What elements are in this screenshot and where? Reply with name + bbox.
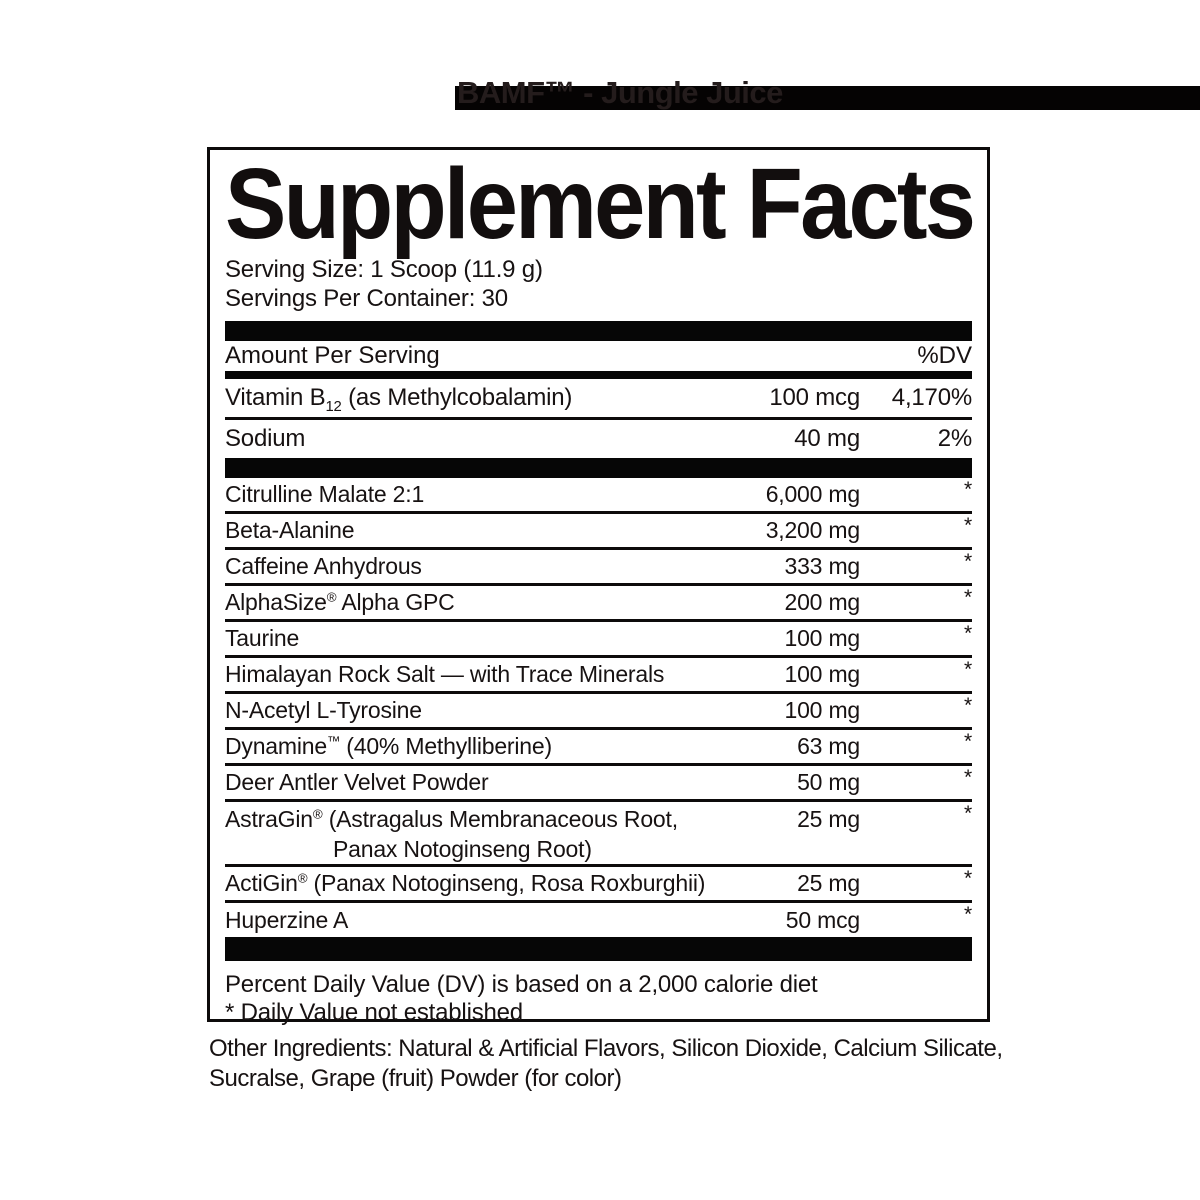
nutrient-row [225,379,972,420]
divider-bar-top [225,321,972,341]
ingredient-name: Beta-Alanine [225,517,355,543]
ingredient-dv-asterisk: * [964,658,972,681]
ingredient-amount: 50 mcg [785,906,860,933]
ingredient-amount: 333 mg [784,553,860,579]
ingredient-amount: 63 mg [797,733,860,759]
ingredient-dv-asterisk: * [964,478,972,501]
ingredient-row [225,867,972,903]
ingredient-amount: 50 mg [797,769,860,795]
nutrient-amount: 100 mcg [769,384,860,411]
ingredient-amount: 100 mg [784,697,860,723]
other-ingredients-line2: Sucralse, Grape (fruit) Powder (for color) [209,1065,622,1092]
asterisk-footnote: * Daily Value not established [225,999,523,1026]
ingredient-dv-asterisk: * [964,550,972,573]
ingredient-name: Taurine [225,625,300,651]
ingredient-row [225,730,972,766]
ingredient-dv-asterisk: * [964,903,972,926]
ingredient-name: Dynamine™ (40% Methylliberine) [225,733,552,759]
ingredient-dv-asterisk: * [964,514,972,537]
divider-bar-blend [225,458,972,478]
divider-bar-mid [225,371,972,379]
ingredient-rows [225,478,972,937]
ingredient-dv-asterisk: * [964,586,972,609]
ingredient-name: AlphaSize® Alpha GPC [225,589,455,615]
ingredient-name: AstraGin® (Astragalus Membranaceous Root, Panax Notoginseng Root) [225,802,710,863]
ingredient-name: Citrulline Malate 2:1 [225,481,425,507]
column-header-row [225,341,972,371]
dv-footnote: Percent Daily Value (DV) is based on a 2,000 calorie diet [225,971,818,998]
ingredient-row [225,766,972,802]
ingredient-row [225,586,972,622]
ingredient-amount: 25 mg [797,870,860,896]
nutrient-row [225,420,972,458]
amount-per-serving-header: Amount Per Serving [225,342,440,369]
ingredient-amount: 6,000 mg [765,481,860,507]
ingredient-row [225,658,972,694]
nutrient-amount: 40 mg [794,425,860,452]
ingredient-dv-asterisk: * [964,867,972,890]
ingredient-amount: 100 mg [784,661,860,687]
ingredient-dv-asterisk: * [964,766,972,789]
ingredient-name: ActiGin® (Panax Notoginseng, Rosa Roxburghii) [225,870,706,896]
ingredient-amount: 200 mg [784,589,860,615]
ingredient-name: Caffeine Anhydrous [225,553,422,579]
ingredient-row [225,514,972,550]
ingredient-amount: 3,200 mg [765,517,860,543]
nutrient-name: Vitamin $B_{12}$ (as Methylcobalamin) [225,384,573,415]
servings-per-container: Servings Per Container: 30 [225,285,508,312]
ingredient-dv-asterisk: * [964,802,972,825]
other-ingredients-line1: Other Ingredients: Natural & Artificial Flavors, Silicon Dioxide, Calcium Silicate, [209,1035,1003,1062]
ingredient-name: Huperzine A [225,906,349,933]
supplement-facts-panel [207,147,990,1026]
ingredient-row [225,622,972,658]
ingredient-dv-asterisk: * [964,730,972,753]
supplement-facts-title: Supplement Facts [225,148,974,260]
ingredient-name-line2: Panax Notoginseng Root) [333,836,592,862]
ingredient-name: N-Acetyl L-Tyrosine [225,697,422,723]
nutrient-dv: 4,170% [891,384,972,411]
ingredient-dv-asterisk: * [964,622,972,645]
dv-header: %DV [917,342,972,369]
ingredient-amount: 25 mg [797,806,860,832]
ingredient-amount: 100 mg [784,625,860,651]
ingredient-name: Deer Antler Velvet Powder [225,769,489,795]
nutrient-name: Sodium [225,425,306,452]
ingredient-row [225,802,972,867]
serving-size: Serving Size: 1 Scoop (11.9 g) [225,256,543,283]
ingredient-row [225,478,972,514]
ingredient-dv-asterisk: * [964,694,972,717]
ingredient-row [225,694,972,730]
ingredient-row [225,550,972,586]
product-flavor-title: BAMF™ - Jungle Juice [457,75,783,110]
nutrient-dv: 2% [937,425,972,452]
ingredient-name: Himalayan Rock Salt — with Trace Minerals [225,661,665,687]
dv-rows [225,379,972,458]
other-ingredients [209,1034,1002,1094]
divider-bar-bottom [225,937,972,961]
ingredient-row [225,903,972,937]
